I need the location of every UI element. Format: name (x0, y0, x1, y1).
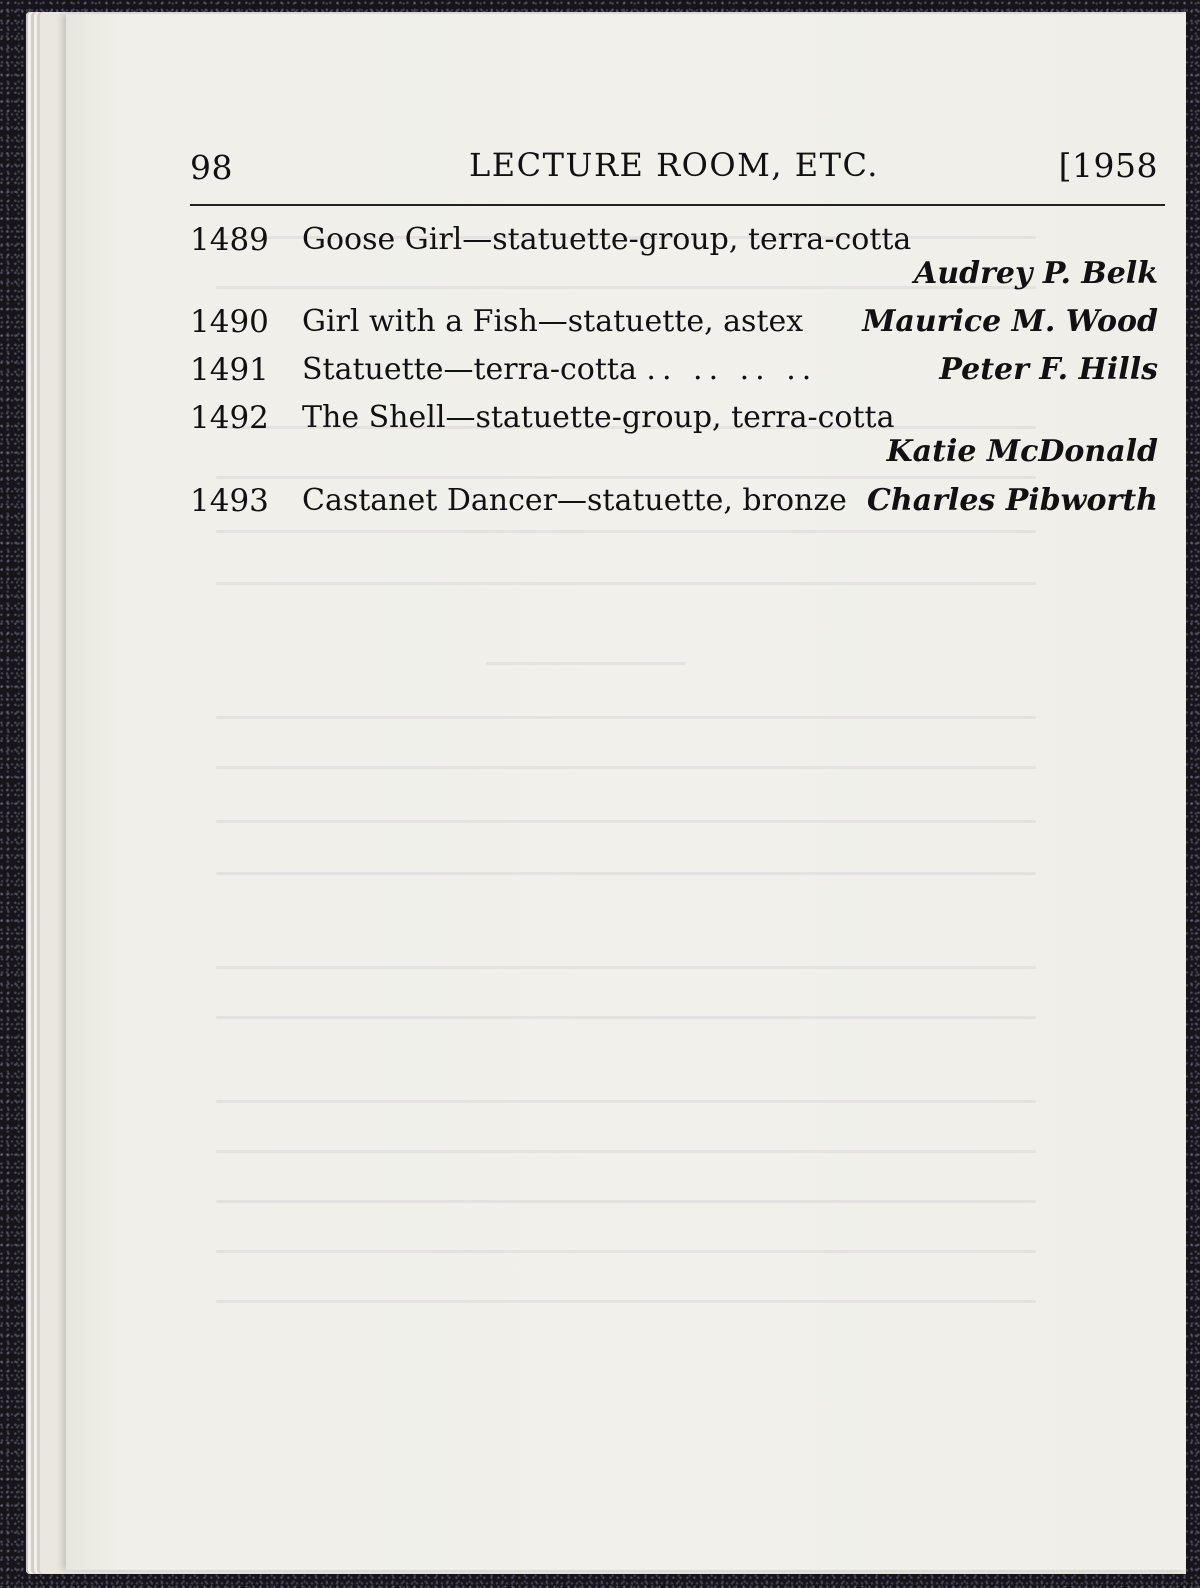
entry-artist: Charles Pibworth (867, 483, 1158, 518)
catalogue-entry (190, 481, 1158, 521)
year-label: [1958 (1058, 146, 1158, 185)
catalogue-entry (190, 398, 1158, 472)
entry-number: 1493 (190, 483, 269, 519)
entry-title: Castanet Dancer—statuette, bronze (302, 483, 847, 518)
entry-number: 1491 (190, 352, 269, 388)
entry-artist: Audrey P. Belk (914, 256, 1158, 291)
entry-title: Statuette—terra-cotta (302, 352, 637, 387)
catalogue-entry (190, 220, 1158, 294)
page-number: 98 (190, 148, 233, 187)
catalogue-entries (190, 220, 1158, 521)
entry-title: Goose Girl—statuette-group, terra-cotta (302, 222, 912, 257)
entry-number: 1492 (190, 400, 269, 436)
page-content (190, 140, 1158, 521)
entry-title: Girl with a Fish—statuette, astex (302, 304, 804, 339)
dot-leader: .. .. .. .. (646, 352, 818, 387)
header-rule (190, 204, 1165, 206)
catalogue-entry (190, 350, 1158, 390)
page-title: LECTURE ROOM, ETC. (469, 146, 879, 184)
entry-number: 1490 (190, 304, 269, 340)
entry-artist: Peter F. Hills (939, 352, 1158, 387)
entry-artist: Maurice M. Wood (862, 304, 1158, 339)
catalogue-entry (190, 302, 1158, 342)
entry-number: 1489 (190, 222, 269, 258)
running-head (190, 140, 1158, 186)
entry-title: The Shell—statuette-group, terra-cotta (302, 400, 895, 435)
entry-artist: Katie McDonald (886, 434, 1158, 469)
